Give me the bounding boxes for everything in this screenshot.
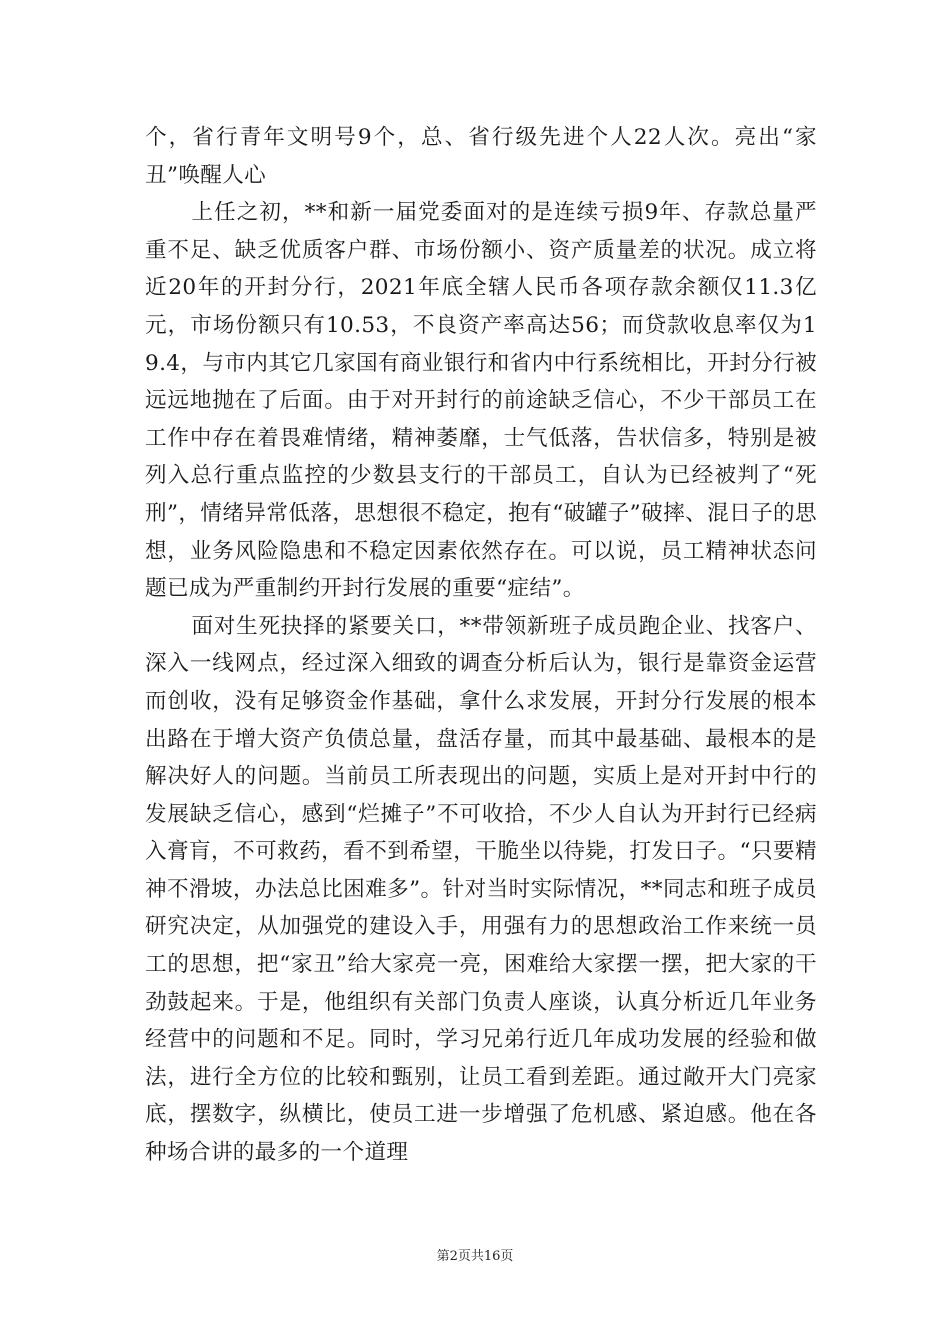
page-number-label: 第2页共16页 xyxy=(436,1249,514,1264)
paragraph-continuation: 个，省行青年文明号9个，总、省行级先进个人22人次。亮出“家丑”唤醒人心 xyxy=(145,125,817,188)
paragraph-initial-situation: 上任之初，**和新一届党委面对的是连续亏损9年、存款总量严重不足、缺乏优质客户群、市场份额小、资产质量差的状况。成立将近20年的开封分行，2021年底全辖人民币各项存款余额仅11.3亿元，市场份额只有10.53，不良资产率高达56；而贷款收息率仅为19.4，与市内其它几家国有商业银行和省内中行系统相比，开封分行被远远地抛在了后面。由于对开封行的前途缺乏信心，不少干部员工在工作中存在着畏难情绪，精神萎靡，士气低落，告状信多，特别是被列入总行重点监控的少数县支行的干部员工，自认为已经被判了“死刑”，情绪异常低落，思想很不稳定，抱有“破罐子”破摔、混日子的思想，业务风险隐患和不稳定因素依然存在。可以说，员工精神状态问题已成为严重制约开封行发展的重要“症结”。 xyxy=(145,200,817,602)
document-body xyxy=(145,119,817,1172)
page-footer xyxy=(0,1245,950,1264)
paragraph-critical-juncture: 面对生死抉择的紧要关口，**带领新班子成员跑企业、找客户、深入一线网点，经过深入细致的调查分析后认为，银行是靠资金运营而创收，没有足够资金作基础，拿什么求发展，开封分行发展的根本出路在于增大资产负债总量，盘活存量，而其中最基础、最根本的是解决好人的问题。当前员工所表现出的问题，实质上是对开封中行的发展缺乏信心，感到“烂摊子”不可收拾，不少人自认为开封行已经病入膏肓，不可救药，看不到希望，干脆坐以待毙，打发日子。“只要精神不滑坡，办法总比困难多”。针对当时实际情况，**同志和班子成员研究决定，从加强党的建设入手，用强有力的思想政治工作来统一员工的思想，把“家丑”给大家亮一亮，困难给大家摆一摆，把大家的干劲鼓起来。于是，他组织有关部门负责人座谈，认真分析近几年业务经营中的问题和不足。同时，学习兄弟行近几年成功发展的经验和做法，进行全方位的比较和甄别，让员工看到差距。通过敞开大门亮家底，摆数字，纵横比，使员工进一步增强了危机感、紧迫感。他在各种场合讲的最多的一个道理 xyxy=(145,613,817,1166)
